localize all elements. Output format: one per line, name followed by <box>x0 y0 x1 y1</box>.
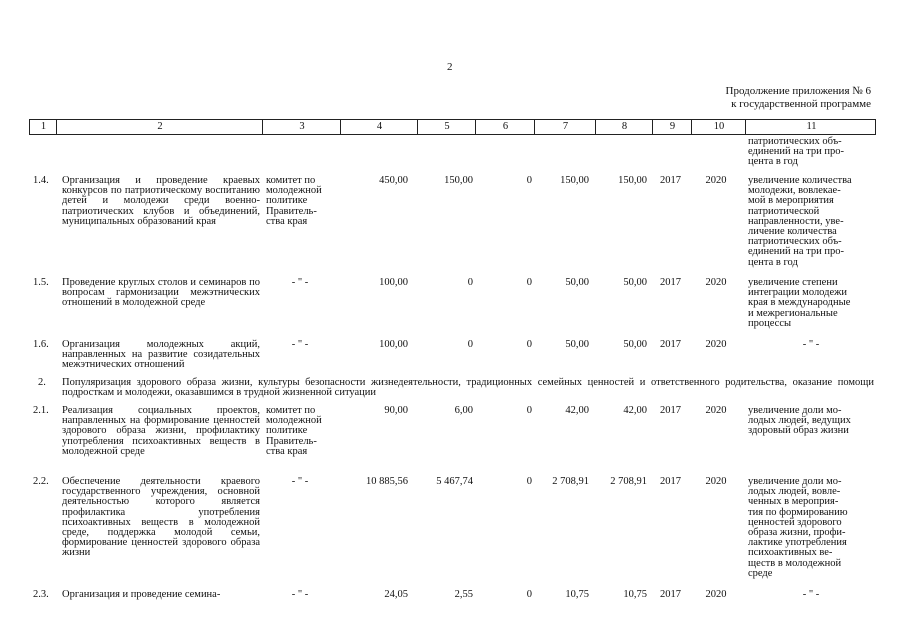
amount-year1: 5 467,74 <box>436 476 473 487</box>
expected-result: - " - <box>802 339 820 350</box>
executor: комитет по молодежной политике Правитель- ства края <box>266 175 322 227</box>
amount-year1: 2,55 <box>454 589 473 600</box>
amount-year4: 150,00 <box>618 175 647 186</box>
column-number-4: 4 <box>376 121 383 132</box>
expected-result: увеличение доли мо- лодых людей, ведущих здоровый образ жизни <box>748 405 851 437</box>
page-number: 2 <box>447 61 453 73</box>
amount-year4: 50,00 <box>623 277 647 288</box>
row-number: 2.1. <box>33 405 49 416</box>
amount-year3: 150,00 <box>560 175 589 186</box>
activity-name: Реализация социальных проектов, направленных на формирование ценностей здорового образа жизни, профилактику употребления психоактивных веществ в молодежной среде <box>62 405 260 457</box>
section-number: 2. <box>38 377 46 388</box>
end-year: 2020 <box>705 175 727 186</box>
start-year: 2017 <box>660 405 681 416</box>
end-year: 2020 <box>705 339 727 350</box>
amount-total: 24,05 <box>384 589 408 600</box>
activity-name: Организация и проведение краевых конкурсов по патриотическому воспитанию детей и молодежи среди военно-патриотических клубов и объединений, муниципальных образований края <box>62 175 260 227</box>
row-number: 2.2. <box>33 476 49 487</box>
amount-year1: 0 <box>467 339 473 350</box>
start-year: 2017 <box>660 339 681 350</box>
activity-name: Организация и проведение семина- <box>62 589 221 600</box>
amount-year4: 10,75 <box>623 589 647 600</box>
amount-year2: 0 <box>526 277 532 288</box>
end-year: 2020 <box>705 589 727 600</box>
start-year: 2017 <box>660 589 681 600</box>
executor: - " - <box>291 476 309 487</box>
amount-year1: 150,00 <box>444 175 473 186</box>
appendix-heading-line2: к государственной программе <box>731 98 871 110</box>
column-number-header-row <box>29 119 876 135</box>
amount-year1: 6,00 <box>454 405 473 416</box>
activity-name: Проведение круглых столов и семинаров по вопросам гармонизации межэтнических отношений в молодежной среде <box>62 277 260 309</box>
amount-year4: 2 708,91 <box>610 476 647 487</box>
amount-year2: 0 <box>526 405 532 416</box>
expected-result: увеличение доли мо- лодых людей, вовле- ченных в мероприя- тия по формированию ценностей здорового образа жизни, профи- лактике употребления психоактивных ве- ществ в молодежной среде <box>748 476 848 579</box>
amount-year2: 0 <box>526 589 532 600</box>
amount-year2: 0 <box>526 476 532 487</box>
column-number-2: 2 <box>157 121 163 132</box>
start-year: 2017 <box>660 476 681 487</box>
amount-total: 450,00 <box>379 175 408 186</box>
column-number-3: 3 <box>299 121 305 132</box>
section-title: Популяризация здорового образа жизни, культуры безопасности жизнедеятельности, традиционных семейных ценностей и ответственного родительства, оказание помощи подросткам и молодежи, оказавшимся в трудной жизненной ситуации <box>62 377 874 399</box>
amount-year4: 42,00 <box>623 405 647 416</box>
amount-year1: 0 <box>467 277 473 288</box>
end-year: 2020 <box>705 405 727 416</box>
expected-result: - " - <box>802 589 820 600</box>
executor: - " - <box>291 277 309 288</box>
row-number: 2.3. <box>33 589 49 600</box>
appendix-heading <box>726 85 871 111</box>
amount-total: 10 885,56 <box>366 476 408 487</box>
end-year: 2020 <box>705 476 727 487</box>
column-number-11: 11 <box>806 121 817 132</box>
amount-year3: 50,00 <box>565 339 589 350</box>
executor: комитет по молодежной политике Правитель- ства края <box>266 405 322 457</box>
amount-total: 100,00 <box>379 339 408 350</box>
column-number-10: 10 <box>713 121 725 132</box>
amount-year2: 0 <box>526 339 532 350</box>
expected-result: увеличение количества молодежи, вовлекае- мой в мероприятия патриотической направленности, уве- личение количества патриотических объ- единений на три про- цента в год <box>748 175 852 268</box>
amount-year4: 50,00 <box>623 339 647 350</box>
column-number-5: 5 <box>444 121 450 132</box>
amount-total: 100,00 <box>379 277 408 288</box>
expected-result: увеличение степени интеграции молодежи края в международные и межрегиональные процессы <box>748 277 851 329</box>
row-number: 1.5. <box>33 277 49 288</box>
amount-year3: 42,00 <box>565 405 589 416</box>
start-year: 2017 <box>660 175 681 186</box>
column-number-1: 1 <box>40 121 47 132</box>
start-year: 2017 <box>660 277 681 288</box>
column-number-7: 7 <box>562 121 569 132</box>
amount-year3: 2 708,91 <box>552 476 589 487</box>
amount-total: 90,00 <box>384 405 408 416</box>
activity-name: Обеспечение деятельности краевого государственного учреждения, основной деятельностью которого является профилактика употребления психоактивных веществ в молодежной среде, поддержка молодой семьи, формирование ценностей здорового образа жизни <box>62 476 260 559</box>
amount-year3: 10,75 <box>565 589 589 600</box>
executor: - " - <box>291 339 309 350</box>
column-number-6: 6 <box>502 121 509 132</box>
appendix-heading-line1: Продолжение приложения № 6 <box>725 85 871 97</box>
result-continuation: патриотических объ- единений на три про- цента в год <box>748 136 844 168</box>
column-number-8: 8 <box>621 121 628 132</box>
executor: - " - <box>291 589 309 600</box>
end-year: 2020 <box>705 277 727 288</box>
amount-year2: 0 <box>526 175 532 186</box>
amount-year3: 50,00 <box>565 277 589 288</box>
row-number: 1.4. <box>33 175 49 186</box>
row-number: 1.6. <box>33 339 49 350</box>
column-number-9: 9 <box>669 121 676 132</box>
activity-name: Организация молодежных акций, направленных на развитие созидательных межэтнических отношений <box>62 339 260 371</box>
